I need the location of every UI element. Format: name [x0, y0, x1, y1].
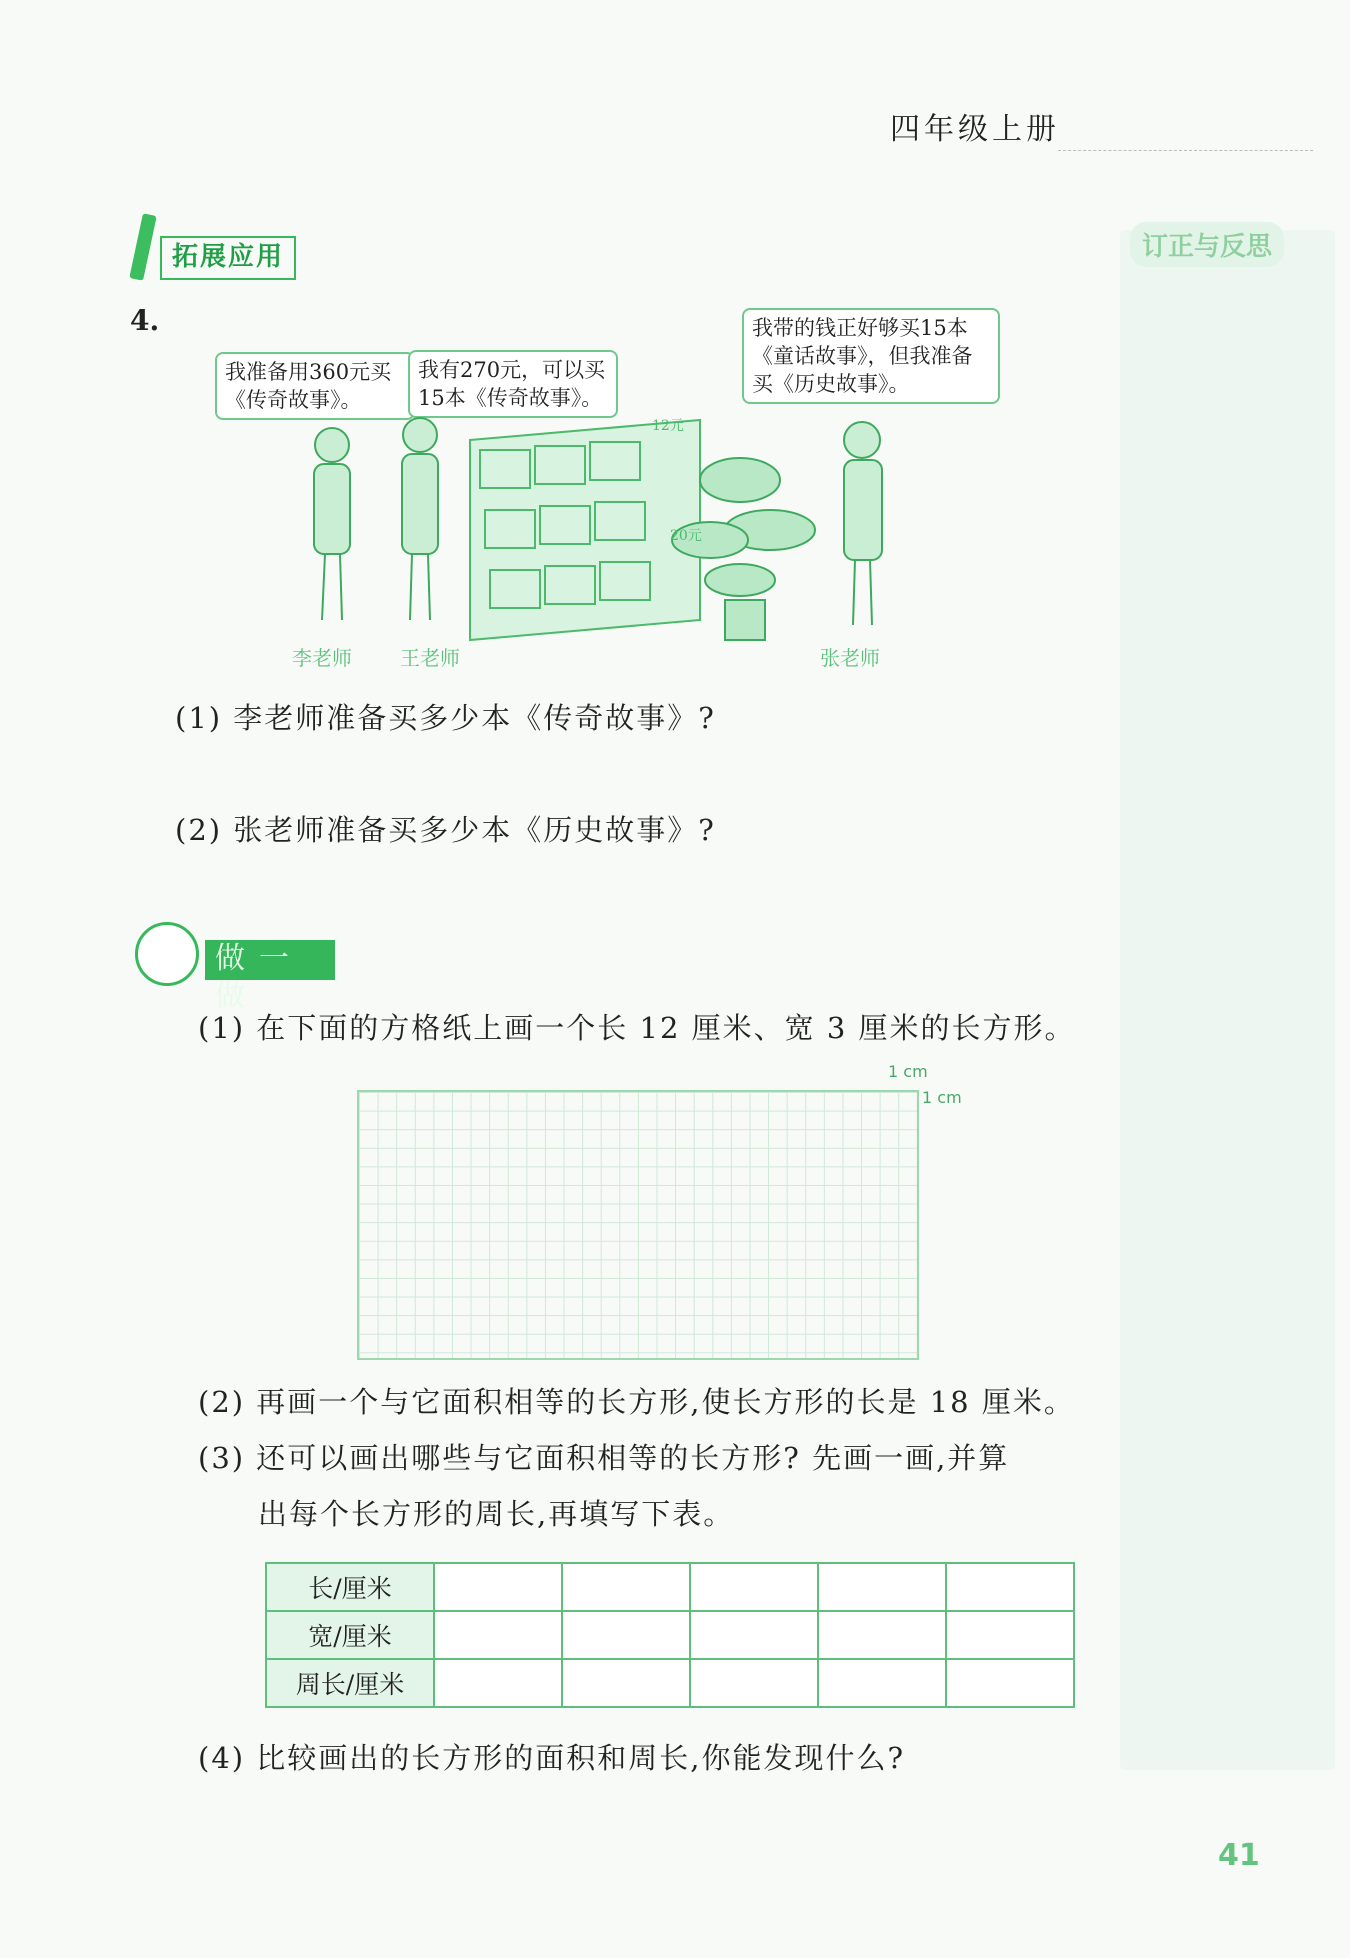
table-cell[interactable]: [946, 1659, 1074, 1707]
table-cell[interactable]: [690, 1659, 818, 1707]
table-row-header: 长/厘米: [266, 1563, 434, 1611]
table-row: [266, 1611, 1074, 1659]
table-cell[interactable]: [818, 1563, 946, 1611]
child-face-icon: [135, 922, 199, 986]
teacher-li: [314, 428, 350, 620]
table-cell[interactable]: [562, 1563, 690, 1611]
name-zhang: 张老师: [820, 646, 880, 670]
table-row: [266, 1563, 1074, 1611]
page-number: 41: [1218, 1838, 1260, 1873]
sidebar-title: 订正与反思: [1130, 222, 1284, 267]
bookshelf: [470, 420, 700, 640]
name-wang: 王老师: [400, 646, 460, 670]
question-practice-2: (2) 再画一个与它面积相等的长方形,使长方形的长是 18 厘米。: [198, 1385, 1075, 1419]
speech-bubble-li: 我准备用360元买《传奇故事》。: [215, 352, 415, 420]
table-cell[interactable]: [434, 1611, 562, 1659]
grid-unit-top: 1 cm: [888, 1062, 928, 1081]
table-cell[interactable]: [818, 1611, 946, 1659]
table-cell[interactable]: [434, 1563, 562, 1611]
table-row-header: 宽/厘米: [266, 1611, 434, 1659]
pencil-icon: [129, 213, 156, 280]
header-divider: [1058, 150, 1313, 151]
table-cell[interactable]: [818, 1659, 946, 1707]
grade-label: 四年级上册: [890, 112, 1060, 147]
bookstore-illustration: [270, 400, 930, 650]
name-li: 李老师: [292, 646, 352, 670]
section-title-practice: 做一做: [205, 940, 335, 980]
table-cell[interactable]: [562, 1611, 690, 1659]
price-tag-top: 12元: [652, 418, 684, 434]
table-cell[interactable]: [690, 1611, 818, 1659]
question-4-1: (1) 李老师准备买多少本《传奇故事》?: [175, 701, 716, 735]
table-row-header: 周长/厘米: [266, 1659, 434, 1707]
question-practice-1: (1) 在下面的方格纸上画一个长 12 厘米、宽 3 厘米的长方形。: [198, 1011, 1076, 1045]
question-practice-3b: 出每个长方形的周长,再填写下表。: [258, 1497, 735, 1531]
table-cell[interactable]: [434, 1659, 562, 1707]
question-practice-3a: (3) 还可以画出哪些与它面积相等的长方形? 先画一画,并算: [198, 1441, 1010, 1475]
reflection-sidebar: [1120, 230, 1335, 1770]
speech-bubble-wang: 我有270元，可以买15本《传奇故事》。: [408, 350, 618, 418]
section-title-extension: 拓展应用: [160, 236, 296, 280]
problem-number: 4.: [130, 304, 160, 337]
answer-table: [265, 1562, 1075, 1708]
question-4-2: (2) 张老师准备买多少本《历史故事》?: [175, 813, 716, 847]
table-cell[interactable]: [562, 1659, 690, 1707]
table-cell[interactable]: [690, 1563, 818, 1611]
teacher-zhang: [844, 422, 882, 625]
grid-paper[interactable]: [357, 1090, 919, 1360]
grid-unit-side: 1 cm: [922, 1088, 962, 1107]
table-row: [266, 1659, 1074, 1707]
question-practice-4: (4) 比较画出的长方形的面积和周长,你能发现什么?: [198, 1741, 906, 1775]
table-cell[interactable]: [946, 1611, 1074, 1659]
table-cell[interactable]: [946, 1563, 1074, 1611]
speech-bubble-zhang: 我带的钱正好够买15本《童话故事》，但我准备买《历史故事》。: [742, 308, 1000, 404]
teacher-wang: [402, 418, 438, 620]
price-tag-bottom: 20元: [670, 528, 702, 544]
